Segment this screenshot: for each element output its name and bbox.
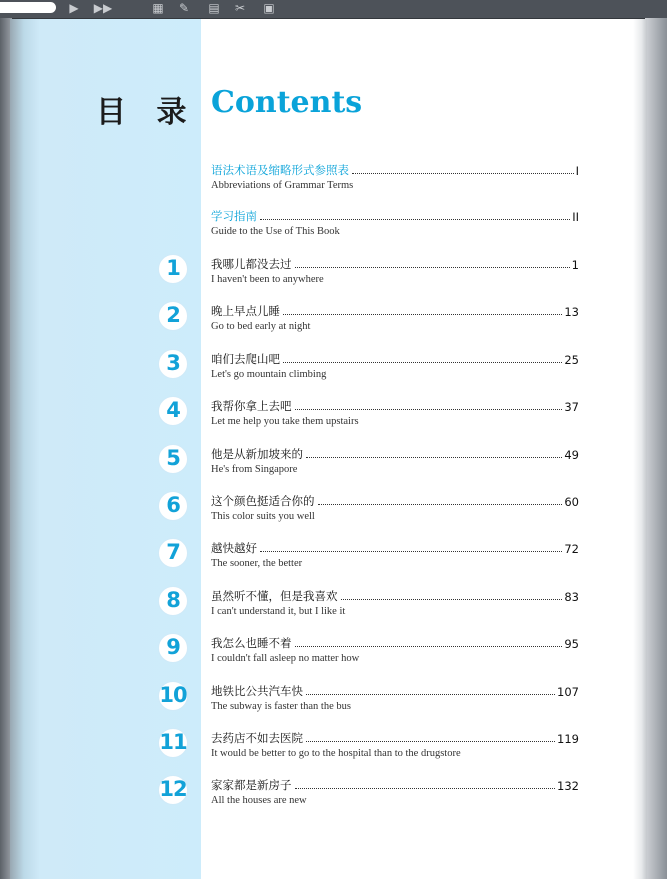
lesson-number: 3 (166, 350, 180, 375)
play-icon[interactable]: ▶ (69, 1, 79, 15)
tools-icon[interactable]: ✂ (234, 1, 246, 15)
toc-lesson-entry[interactable] (10, 303, 647, 343)
toc-english-title: Let's go mountain climbing (211, 368, 327, 380)
toc-page-number: 25 (564, 352, 579, 367)
toc-page-number: 95 (564, 637, 579, 652)
toc-page-number: 83 (564, 589, 579, 604)
viewer-toolbar (0, 0, 667, 19)
toc-lesson-entry[interactable] (10, 398, 647, 438)
lesson-number-badge (158, 349, 188, 379)
toc-page-number: 72 (564, 542, 579, 557)
dot-leader (283, 314, 562, 315)
page-title-english: Contents (211, 85, 363, 120)
toc-chinese-title: 我怎么也睡不着 (211, 636, 292, 651)
lesson-number-badge (158, 491, 188, 521)
toc-heading-row (211, 493, 579, 509)
toc-page-number: 49 (564, 447, 579, 462)
toc-english-title: I couldn't fall asleep no matter how (211, 653, 360, 665)
toc-front-matter-entry[interactable] (10, 208, 647, 248)
edit-icon[interactable]: ✎ (178, 1, 190, 15)
toc-heading-row (211, 588, 579, 604)
lesson-number-badge (158, 775, 188, 805)
toc-english-title: Guide to the Use of This Book (211, 226, 340, 237)
lesson-number-badge (158, 681, 188, 711)
toc-chinese-title: 我哪儿都没去过 (211, 257, 292, 271)
toc-heading-row (211, 208, 579, 224)
toc-english-title: I haven't been to anywhere (211, 274, 324, 285)
toc-page-number: I (575, 164, 579, 178)
toc-heading-row (211, 303, 579, 319)
lesson-number: 2 (166, 303, 180, 328)
toc-lesson-entry[interactable] (10, 683, 647, 723)
lesson-number: 6 (166, 493, 180, 517)
toc-heading-row (211, 730, 579, 746)
lesson-number: 11 (159, 730, 187, 754)
toc-page-number: 107 (557, 684, 579, 699)
viewer-right-margin (645, 18, 667, 879)
toc-heading-row (211, 635, 579, 651)
toc-english-title: All the houses are new (211, 795, 307, 807)
document-page (10, 19, 647, 879)
toc-chinese-title: 家家都是新房子 (211, 778, 292, 793)
toc-english-title: This color suits you well (211, 511, 315, 522)
dot-leader (295, 788, 556, 789)
toc-lesson-entry[interactable] (10, 351, 647, 391)
toc-chinese-title: 地铁比公共汽车快 (211, 683, 303, 698)
lesson-number: 7 (166, 540, 180, 565)
toc-page-number: 119 (557, 732, 579, 746)
toc-chinese-title: 学习指南 (211, 209, 257, 223)
print-icon[interactable]: ▣ (263, 1, 275, 15)
page-title-chinese: 目 录 (96, 95, 197, 130)
toc-lesson-entry[interactable] (10, 446, 647, 486)
toc-lesson-entry[interactable] (10, 730, 647, 770)
toc-front-matter-entry[interactable] (10, 162, 647, 202)
fast-forward-icon[interactable]: ▶▶ (93, 1, 113, 15)
binoculars-icon[interactable]: ▦ (152, 1, 164, 15)
dot-leader (341, 599, 563, 600)
toc-page-number: II (572, 210, 579, 224)
toc-english-title: I can't understand it, but I like it (211, 605, 346, 617)
toc-lesson-entry[interactable] (10, 777, 647, 817)
toc-chinese-title: 语法术语及缩略形式参照表 (211, 163, 349, 177)
page-number-field[interactable] (0, 2, 56, 13)
lesson-number-badge (158, 444, 188, 474)
toc-heading-row (211, 256, 579, 272)
lesson-number: 8 (166, 587, 180, 612)
lesson-number-badge (158, 301, 188, 331)
toc-heading-row (211, 162, 579, 178)
document-icon[interactable]: ▤ (208, 1, 220, 15)
dot-leader (306, 694, 555, 695)
dot-leader (306, 457, 562, 458)
toc-chinese-title: 他是从新加坡来的 (211, 446, 303, 461)
toc-chinese-title: 去药店不如去医院 (211, 731, 303, 745)
lesson-number: 5 (166, 445, 180, 470)
dot-leader (283, 362, 562, 363)
toc-page-number: 1 (571, 258, 579, 272)
toc-lesson-entry[interactable] (10, 493, 647, 533)
toc-english-title: He's from Singapore (211, 463, 298, 475)
dot-leader (318, 504, 563, 505)
lesson-number: 12 (159, 777, 187, 802)
toc-lesson-entry[interactable] (10, 256, 647, 296)
dot-leader (295, 646, 563, 647)
toc-lesson-entry[interactable] (10, 588, 647, 628)
toc-chinese-title: 虽然听不懂，但是我喜欢 (211, 588, 338, 603)
lesson-number-badge (158, 538, 188, 568)
toc-heading-row (211, 446, 579, 462)
toc-english-title: It would be better to go to the hospital than to the drugstore (211, 748, 461, 759)
lesson-number-badge (158, 586, 188, 616)
toc-lesson-entry[interactable] (10, 635, 647, 675)
lesson-number-badge (158, 633, 188, 663)
toc-chinese-title: 晚上早点儿睡 (211, 304, 280, 319)
toc-heading-row (211, 351, 579, 367)
dot-leader (306, 741, 555, 742)
dot-leader (352, 173, 574, 174)
toc-heading-row (211, 777, 579, 793)
dot-leader (260, 219, 570, 220)
toc-chinese-title: 越快越好 (211, 541, 257, 556)
lesson-number: 1 (166, 256, 180, 280)
toc-page-number: 60 (564, 495, 579, 509)
toc-page-number: 13 (564, 305, 579, 320)
lesson-number-badge (158, 728, 188, 758)
toc-lesson-entry[interactable] (10, 540, 647, 580)
toc-english-title: Abbreviations of Grammar Terms (211, 180, 354, 191)
toc-heading-row (211, 398, 579, 414)
dot-leader (260, 551, 562, 552)
toc-english-title: Go to bed early at night (211, 321, 311, 333)
lesson-number-badge (158, 396, 188, 426)
lesson-number-badge (158, 254, 188, 284)
toc-heading-row (211, 683, 579, 699)
toc-page-number: 132 (557, 779, 579, 794)
toc-english-title: The subway is faster than the bus (211, 700, 351, 712)
toc-chinese-title: 我帮你拿上去吧 (211, 399, 292, 414)
lesson-number: 9 (166, 635, 180, 660)
toc-english-title: Let me help you take them upstairs (211, 416, 359, 428)
toc-page-number: 37 (564, 400, 579, 415)
toc-chinese-title: 咱们去爬山吧 (211, 351, 280, 366)
toc-chinese-title: 这个颜色挺适合你的 (211, 494, 315, 508)
lesson-number: 10 (159, 682, 187, 707)
toc-english-title: The sooner, the better (211, 558, 303, 570)
lesson-number: 4 (166, 398, 180, 423)
toc-heading-row (211, 540, 579, 556)
dot-leader (295, 409, 563, 410)
dot-leader (295, 267, 570, 268)
